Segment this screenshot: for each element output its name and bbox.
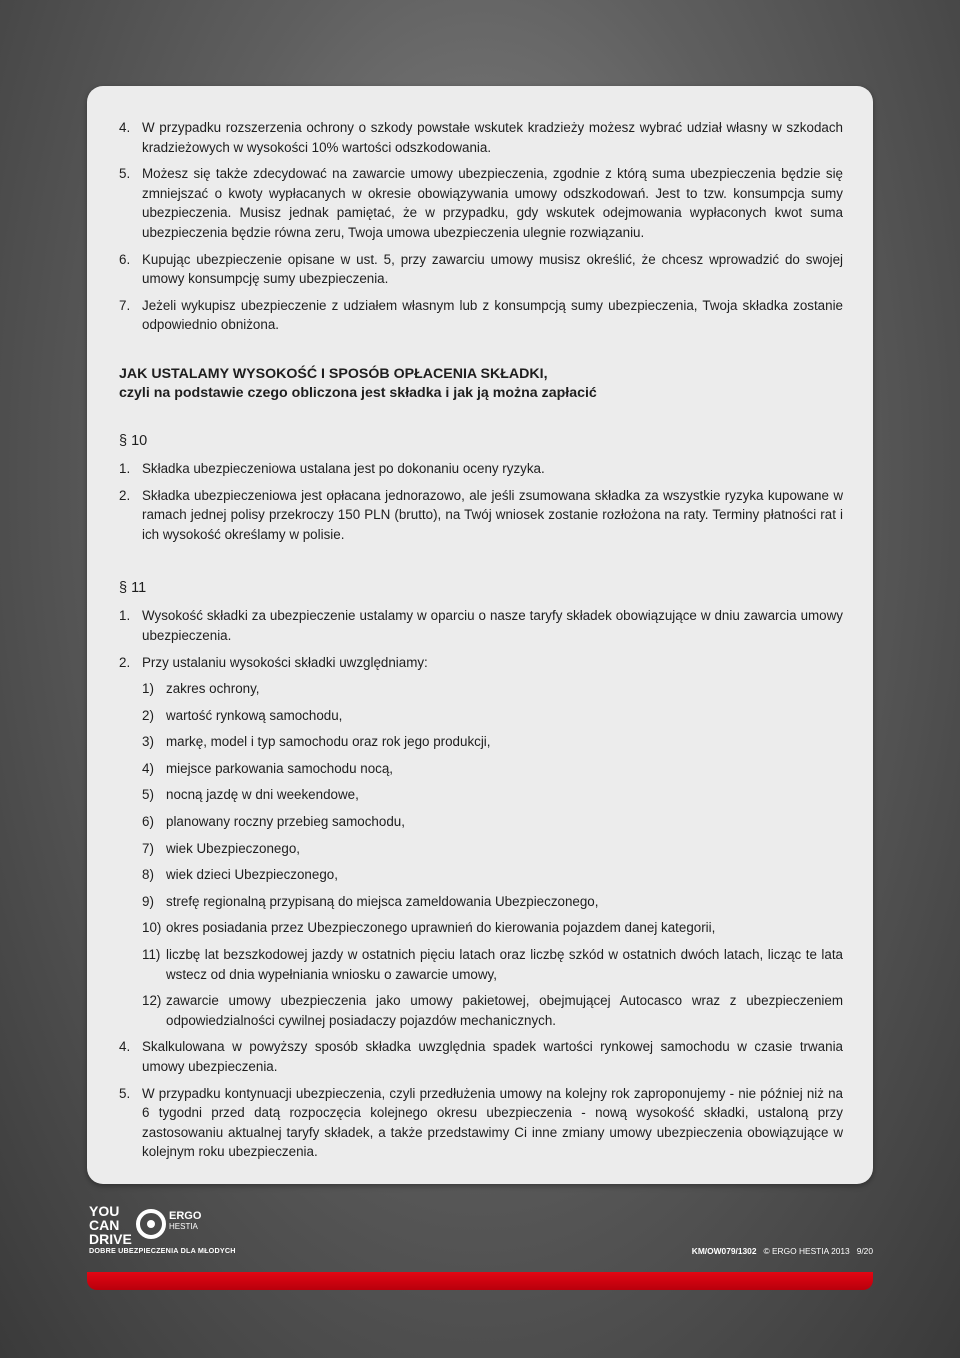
item-number: 4. — [119, 120, 131, 135]
criteria-text: markę, model i typ samochodu oraz rok jego produkcji, — [166, 734, 491, 750]
criteria-text: planowany roczny przebieg samochodu, — [166, 814, 405, 830]
top-list — [119, 118, 843, 335]
list-item — [119, 653, 843, 673]
criteria-item — [142, 706, 843, 726]
criteria-item — [142, 732, 843, 752]
paragraph-10-label: § 10 — [119, 432, 148, 449]
item-text: Składka ubezpieczeniowa jest opłacana jednorazowo, ale jeśli zsumowana składka za wszystkie ryzyka kupowane w ramach jednej polisy przekroczy 150 PLN (brutto), na Twój wniosek zostanie rozłożona na raty. Terminy płatności rat i ich wysokość określamy w polisie. — [142, 487, 843, 542]
document-card — [87, 86, 873, 1184]
you-can-drive-ergo-hestia-logo — [89, 1202, 229, 1246]
criteria-item — [142, 839, 843, 859]
copyright-text: © ERGO HESTIA 2013 — [763, 1246, 850, 1256]
criteria-item — [142, 812, 843, 832]
criteria-item — [142, 918, 843, 938]
criteria-item — [142, 865, 843, 885]
criteria-text: nocną jazdę w dni weekendowe, — [166, 787, 359, 803]
criteria-text: liczbę lat bezszkodowej jazdy w ostatnich pięciu latach oraz liczbę szkód w ostatnich dwóch latach, licząc te lata wstecz od dnia wypełniania wniosku o zawarcie umowy, — [166, 947, 843, 982]
logo-ergo-text: ERGO — [169, 1210, 202, 1222]
criteria-number: 8) — [142, 867, 154, 883]
list-item — [119, 1037, 843, 1076]
criteria-number: 11) — [142, 947, 161, 963]
criteria-item — [142, 785, 843, 805]
item-text: W przypadku rozszerzenia ochrony o szkody powstałe wskutek kradzieży możesz wybrać udział własny w szkodach kradzieżowych w wysokości 10% wartości odszkodowania. — [142, 120, 843, 155]
item-number: 1. — [119, 460, 131, 476]
list-item — [119, 486, 843, 545]
criteria-number: 2) — [142, 707, 154, 723]
section-heading: JAK USTALAMY WYSOKOŚĆ I SPOSÓB OPŁACENIA SKŁADKI, — [119, 365, 548, 382]
criteria-item — [142, 759, 843, 779]
item-number: 2. — [119, 654, 131, 670]
item-text: Jeżeli wykupisz ubezpieczenie z udziałem własnym lub z konsumpcją sumy ubezpieczenia, Twoja składka zostanie odpowiednio obniżona. — [142, 297, 843, 333]
item-number: 7. — [119, 297, 131, 313]
criteria-text: wartość rynkową samochodu, — [166, 707, 343, 723]
criteria-text: zakres ochrony, — [166, 681, 260, 697]
item-text: Kupując ubezpieczenie opisane w ust. 5, przy zawarciu umowy musisz określić, że chcesz wprowadzić do swojej umowy konsumpcję sumy ubezpieczenia. — [142, 251, 843, 287]
criteria-text: miejsce parkowania samochodu nocą, — [166, 760, 394, 776]
logo-dot-icon — [147, 1220, 155, 1228]
item-number: 2. — [119, 487, 131, 503]
paragraph-11-label: § 11 — [119, 580, 147, 597]
criteria-text: wiek Ubezpieczonego, — [166, 840, 300, 856]
criteria-number: 9) — [142, 893, 154, 909]
item-number: 1. — [119, 608, 131, 624]
list-item — [119, 118, 843, 157]
list-item — [119, 459, 843, 479]
logo-you-text: YOU — [89, 1203, 120, 1219]
criteria-number: 6) — [142, 814, 154, 830]
item-number: 5. — [119, 1085, 131, 1101]
item-text: Wysokość składki za ubezpieczenie ustalamy w oparciu o nasze taryfy składek obowiązujące w dniu zawarcia umowy ubezpieczenia. — [142, 608, 843, 643]
item-number: 4. — [119, 1039, 131, 1055]
criteria-item — [142, 945, 843, 984]
footer-document-info — [692, 1246, 873, 1256]
logo-can-text: CAN — [89, 1217, 120, 1233]
criteria-number: 12) — [142, 993, 162, 1009]
item-number: 6. — [119, 251, 131, 267]
item-text: W przypadku kontynuacji ubezpieczenia, czyli przedłużenia umowy na kolejny rok zaproponujemy - nie później niż na 6 tygodni przed datą rozpoczęcia kolejnego okresu ubezpieczenia - nową wysokość składki, ustaloną przy zastosowaniu aktualnej taryfy składek, a także przedstawimy Ci inne zmiany umowy ubezpieczenia obowiązujące w kolejnym roku ubezpieczenia. — [142, 1085, 843, 1160]
criteria-number: 3) — [142, 734, 154, 750]
item-text: Skalkulowana w powyższy sposób składka uwzględnia spadek wartości rynkowej samochodu w czasie trwania umowy ubezpieczenia. — [142, 1039, 843, 1074]
footer-slogan: DOBRE UBEZPIECZENIA DLA MŁODYCH — [89, 1246, 236, 1255]
criteria-text: wiek dzieci Ubezpieczonego, — [166, 867, 338, 883]
logo-hestia-text: HESTIA — [169, 1222, 198, 1231]
list-item — [119, 1084, 843, 1162]
criteria-number: 10) — [142, 920, 162, 936]
criteria-number: 1) — [142, 681, 154, 697]
item-text: Składka ubezpieczeniowa ustalana jest po dokonaniu oceny ryzyka. — [142, 460, 545, 476]
page-number: 9/20 — [856, 1246, 873, 1256]
list-item — [119, 250, 843, 289]
criteria-text: strefę regionalną przypisaną do miejsca zameldowania Ubezpieczonego, — [166, 893, 599, 909]
list-item — [119, 164, 843, 242]
footer-red-bar — [87, 1272, 873, 1290]
item-number: 5. — [119, 166, 131, 182]
logo-drive-text: DRIVE — [89, 1231, 132, 1246]
criteria-item — [142, 892, 843, 912]
criteria-number: 7) — [142, 840, 154, 856]
criteria-item — [142, 679, 843, 699]
criteria-number: 5) — [142, 787, 154, 803]
document-code: KM/OW079/1302 — [691, 1246, 757, 1256]
page-footer — [0, 1196, 960, 1266]
item-text: Możesz się także zdecydować na zawarcie umowy ubezpieczenia, zgodnie z którą suma ubezpieczenia będzie się zmniejszać o kwoty wypłacanych w okresie obowiązywania umowy odszkodowań. Jest to tzw. konsumpcja sumy ubezpieczenia. Musisz jednak pamiętać, że w przypadku, gdy wskutek odejmowania wypłaconych kwot suma ubezpieczenia będzie równa zeru, Twoja umowa ubezpieczenia ulegnie rozwiązaniu. — [142, 166, 843, 240]
criteria-item — [142, 991, 843, 1030]
criteria-list — [142, 679, 843, 1030]
criteria-text: zawarcie umowy ubezpieczenia jako umowy pakietowej, obejmującej Autocasco wraz z ubezpieczeniem odpowiedzialności cywilnej posiadaczy pojazdów mechanicznych. — [166, 993, 843, 1028]
list-item — [119, 606, 843, 645]
section-subheading: czyli na podstawie czego obliczona jest składka i jak ją można zapłacić — [119, 384, 597, 401]
criteria-text: okres posiadania przez Ubezpieczonego uprawnień do kierowania pojazdem danej kategorii, — [166, 920, 716, 936]
item-text: Przy ustalaniu wysokości składki uwzględniamy: — [142, 654, 428, 670]
criteria-number: 4) — [142, 760, 154, 776]
list-item — [119, 296, 843, 335]
